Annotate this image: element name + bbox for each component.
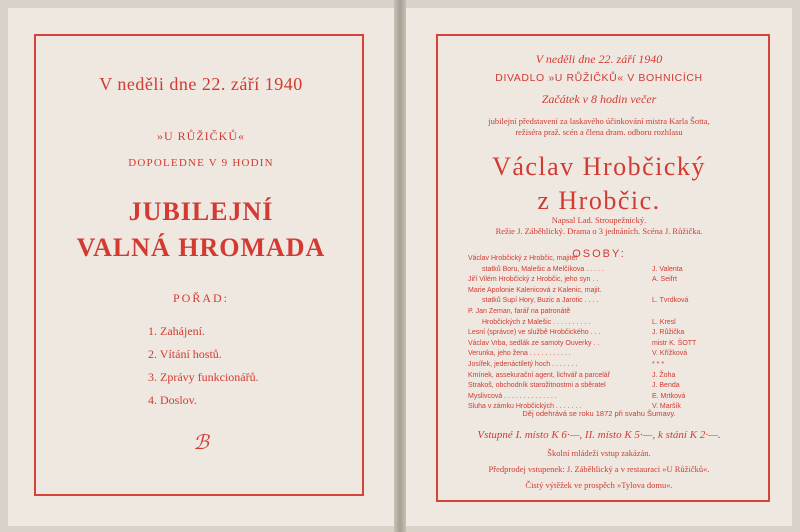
performance-description xyxy=(406,116,792,138)
cast-row xyxy=(468,328,768,339)
cast-actor: L. Kresl xyxy=(652,318,676,326)
credits-line: Režie J. Záběhlický. Drama o 3 jednáních. Scéna J. Růžička. xyxy=(495,226,703,236)
cast-role: Strakoš, obchodník starožitnostmi a sběratel xyxy=(468,382,606,390)
cast-role: Jiří Vilém Hrobčický z Hrobčic, jeho syn . . xyxy=(468,276,599,284)
left-page xyxy=(8,8,394,526)
cast-role: Sluha v zámku Hrobčických . . . . . . . xyxy=(468,403,582,411)
presale-notice: Předprodej vstupenek: J. Záběhlický a v restauraci »U Růžičků«. xyxy=(488,464,710,474)
cast-row xyxy=(468,318,768,329)
cast-role: Lesní (správce) ve službě Hrobčického . . . xyxy=(468,329,601,337)
cast-list xyxy=(468,254,768,413)
setting-line: Děj odehrává se roku 1872 při svahu Šumavy. xyxy=(522,409,676,418)
cast-actor: A. Seifrt xyxy=(652,276,677,284)
description-line: jubilejní představení za laskavého účinkování mistra Karla Šotta, xyxy=(488,116,710,126)
program-item: 4. Doslov. xyxy=(148,393,197,407)
cast-row xyxy=(468,339,768,350)
program-heading: POŘAD: xyxy=(172,291,229,305)
cast-actor: mistr K. ŠOTT xyxy=(652,339,697,347)
monogram-logo: ℬ xyxy=(193,432,209,454)
cast-role: Kmínek, assekurační agent, lichvář a parcelář xyxy=(468,371,611,379)
cast-role: Hrobčických z Malešic . . . . . . . . . . xyxy=(482,318,591,326)
cast-role: Václav Hrobčický z Hrobčic, majitel xyxy=(468,255,577,262)
program-item: 2. Vítání hostů. xyxy=(148,347,222,361)
program-item: 3. Zprávy funkcionářů. xyxy=(148,370,259,384)
no-school-notice: Školní mládeži vstup zakázán. xyxy=(547,448,651,458)
left-title-line1: JUBILEJNÍ xyxy=(128,197,274,226)
author-line: Napsal Lad. Stroupežnický. xyxy=(551,215,647,225)
cast-role: statků Boru, Malešic a Melčíkova . . . . . xyxy=(482,265,604,273)
cast-actor: E. Mrtková xyxy=(652,392,686,400)
cast-row xyxy=(468,392,768,403)
cast-row xyxy=(468,275,768,286)
cast-role: P. Jan Zeman, farář na patronátě xyxy=(468,307,571,315)
cast-row xyxy=(468,286,768,297)
author-credits xyxy=(406,215,792,237)
cast-actor: V. Křížková xyxy=(652,350,688,358)
program-item: 1. Zahájení. xyxy=(148,324,205,338)
cast-role: Verunka, jeho žena . . . . . . . . . . . xyxy=(468,350,571,358)
cast-row xyxy=(468,349,768,360)
cast-row xyxy=(468,254,768,265)
right-date-line: V neděli dne 22. září 1940 xyxy=(535,52,663,66)
cast-heading: OSOBY: xyxy=(572,248,626,260)
cast-actor: J. Růžička xyxy=(652,329,685,337)
play-title-line1: Václav Hrobčický xyxy=(492,152,706,181)
cast-actor: J. Valenta xyxy=(652,265,683,273)
play-title-line2: z Hrobčic. xyxy=(537,186,661,215)
description-line: režiséra praž. scén a člena dram. odboru rozhlasu xyxy=(515,127,683,137)
cast-actor: L. Tvrdková xyxy=(652,297,689,305)
cast-role: statků Supí Hory, Buzic a Jarotic . . . . xyxy=(482,297,599,305)
left-venue: »U RŮŽIČKŮ« xyxy=(157,129,245,143)
cast-role: Marie Apolonie Kalenicová z Kalenic, majit. xyxy=(468,286,602,294)
cast-row xyxy=(468,307,768,318)
left-title-line2: VALNÁ HROMADA xyxy=(76,233,326,262)
cast-role: Josífek, jedenáctiletý hoch . . . . . . . xyxy=(468,360,578,368)
proceeds-notice: Čistý výtěžek ve prospěch »Tylova domu«. xyxy=(525,480,673,490)
cast-row xyxy=(468,402,768,413)
left-time: DOPOLEDNE V 9 HODIN xyxy=(128,157,274,169)
program-list xyxy=(148,324,259,416)
cast-actor: J. Žoha xyxy=(652,371,676,379)
play-title xyxy=(406,150,792,218)
cast-actor: V. Maršík xyxy=(652,403,681,411)
cast-actor: J. Benda xyxy=(652,382,680,390)
cast-actor: * * * xyxy=(652,360,665,368)
theatre-line: DIVADLO »U RŮŽIČKŮ« V BOHNICÍCH xyxy=(495,72,703,84)
cast-row xyxy=(468,265,768,276)
start-time: Začátek v 8 hodin večer xyxy=(541,92,657,106)
cast-role: Myslivcová . . . . . . . . . . . . . . xyxy=(468,392,557,400)
cast-row xyxy=(468,371,768,382)
ticket-prices: Vstupné I. místo K 6·—, II. místo K 5·—, k stání K 2·—. xyxy=(477,429,721,441)
left-title xyxy=(8,194,394,266)
cast-role: Václav Vrba, sedlák ze samoty Ouverky . . xyxy=(468,339,600,347)
cast-row xyxy=(468,360,768,371)
cast-row xyxy=(468,381,768,392)
cast-row xyxy=(468,296,768,307)
left-date-line: V neděli dne 22. září 1940 xyxy=(99,74,303,94)
page-gutter xyxy=(394,0,406,532)
